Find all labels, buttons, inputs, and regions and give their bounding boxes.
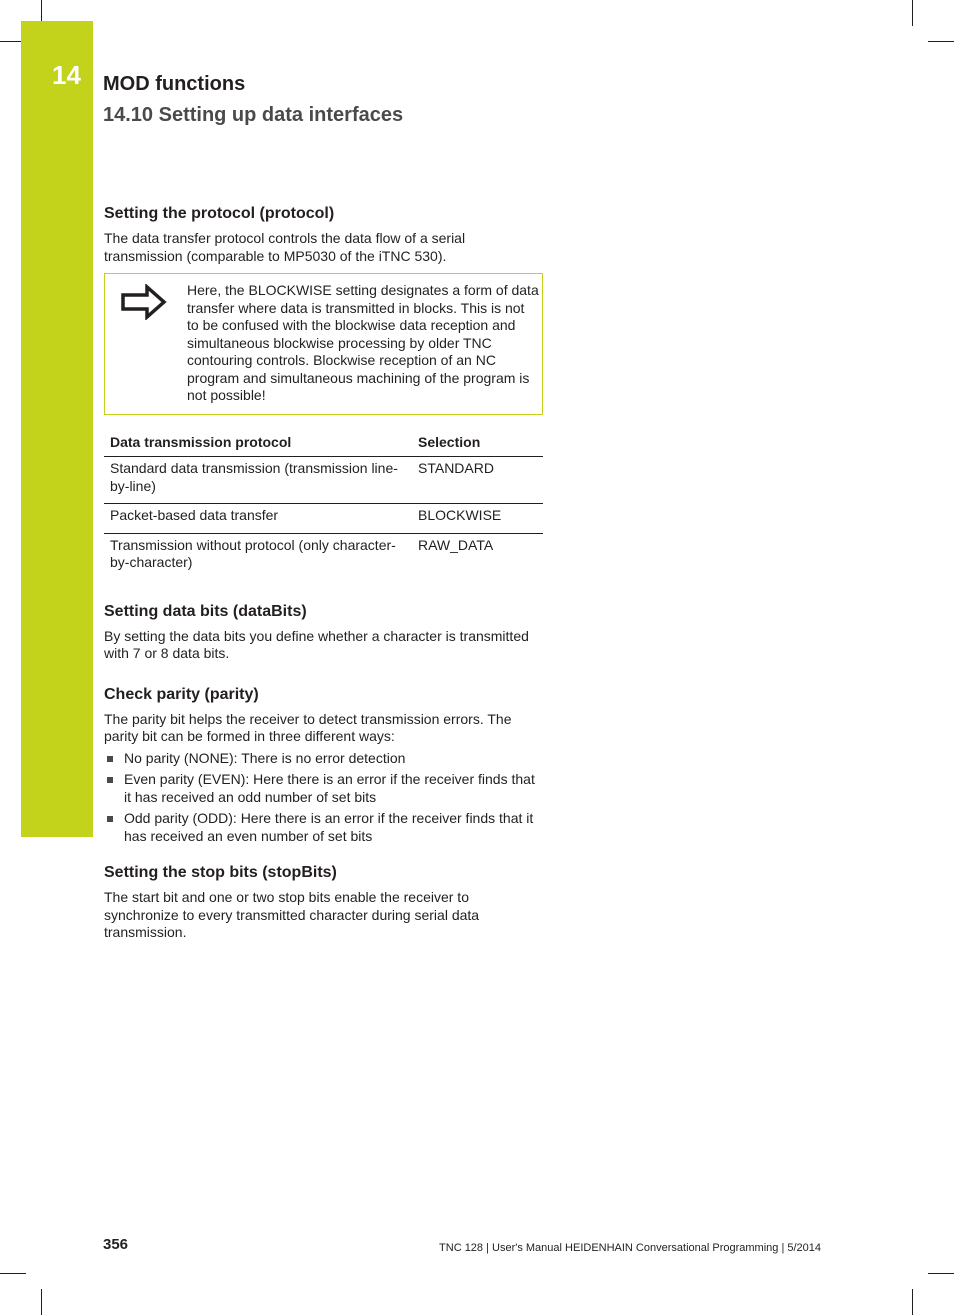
table-cell: Standard data transmission (transmission line-by-line): [104, 457, 412, 504]
page-number: 356: [103, 1236, 129, 1253]
bullet-icon: [107, 756, 113, 762]
protocol-body: The data transfer protocol controls the data flow of a serial transmission (comparable to MP5030 of the iTNC 530).: [104, 230, 466, 264]
table-cell: Transmission without protocol (only character-by-character): [110, 536, 396, 570]
crop-mark: [928, 1273, 954, 1274]
databits-heading: Setting data bits (dataBits): [104, 602, 307, 620]
section-title: 14.10 Setting up data interfaces: [103, 104, 404, 126]
list-item: Even parity (EVEN): Here there is an error if the receiver finds that it has received an odd number of set bits: [104, 771, 543, 806]
crop-mark: [0, 1273, 26, 1274]
parity-section: [104, 685, 543, 846]
page-content: [104, 204, 543, 942]
list-item: Odd parity (ODD): Here there is an error if the receiver finds that it has received an even number of set bits: [104, 810, 543, 845]
protocol-heading: Setting the protocol (protocol): [104, 205, 335, 222]
stopbits-heading: Setting the stop bits (stopBits): [104, 864, 337, 881]
chapter-number: 14: [52, 60, 81, 90]
stopbits-body: The start bit and one or two stop bits enable the receiver to synchronize to every transmitted character during serial data transmission.: [104, 889, 480, 940]
table-cell: RAW_DATA: [418, 536, 494, 553]
parity-body: The parity bit helps the receiver to detect transmission errors. The parity bit can be formed in three different ways:: [104, 710, 512, 744]
stopbits-section: [104, 863, 543, 942]
crop-mark: [41, 1289, 42, 1315]
parity-list: [104, 750, 543, 846]
table-row: [104, 457, 543, 504]
table-header-row: [104, 425, 543, 457]
table-row: [104, 533, 543, 580]
table-header-selection: Selection: [412, 425, 543, 457]
chapter-title: MOD functions: [103, 73, 246, 95]
crop-mark: [912, 1289, 913, 1315]
chapter-side-band: [21, 21, 93, 837]
bullet-icon: [107, 816, 113, 822]
arrow-right-icon: [121, 284, 167, 320]
crop-mark: [928, 41, 954, 42]
footer-text: TNC 128 | User's Manual HEIDENHAIN Conversational Programming | 5/2014: [439, 1242, 821, 1254]
crop-mark: [912, 0, 913, 26]
databits-section: [104, 602, 543, 663]
bullet-icon: [107, 777, 113, 783]
note-box: [104, 273, 543, 415]
protocol-table: [104, 425, 543, 580]
table-cell: Packet-based data transfer: [104, 504, 412, 534]
databits-body: By setting the data bits you define whether a character is transmitted with 7 or 8 data bits.: [104, 627, 529, 661]
table-row: [104, 504, 543, 534]
table-cell: STANDARD: [412, 457, 543, 504]
note-text: Here, the BLOCKWISE setting designates a form of data transfer where data is transmitted in blocks. This is not to be confused with the blockwise data reception and simultaneous blockwise processing by older TNC contouring controls. Blockwise reception of an NC program and simultaneous machining of the program is not possible!: [187, 282, 539, 403]
protocol-section: [104, 204, 543, 580]
parity-heading: Check parity (parity): [104, 685, 259, 703]
table-cell: BLOCKWISE: [412, 504, 543, 534]
table-header-protocol: Data transmission protocol: [104, 425, 412, 457]
list-item: No parity (NONE): There is no error detection: [104, 750, 543, 768]
